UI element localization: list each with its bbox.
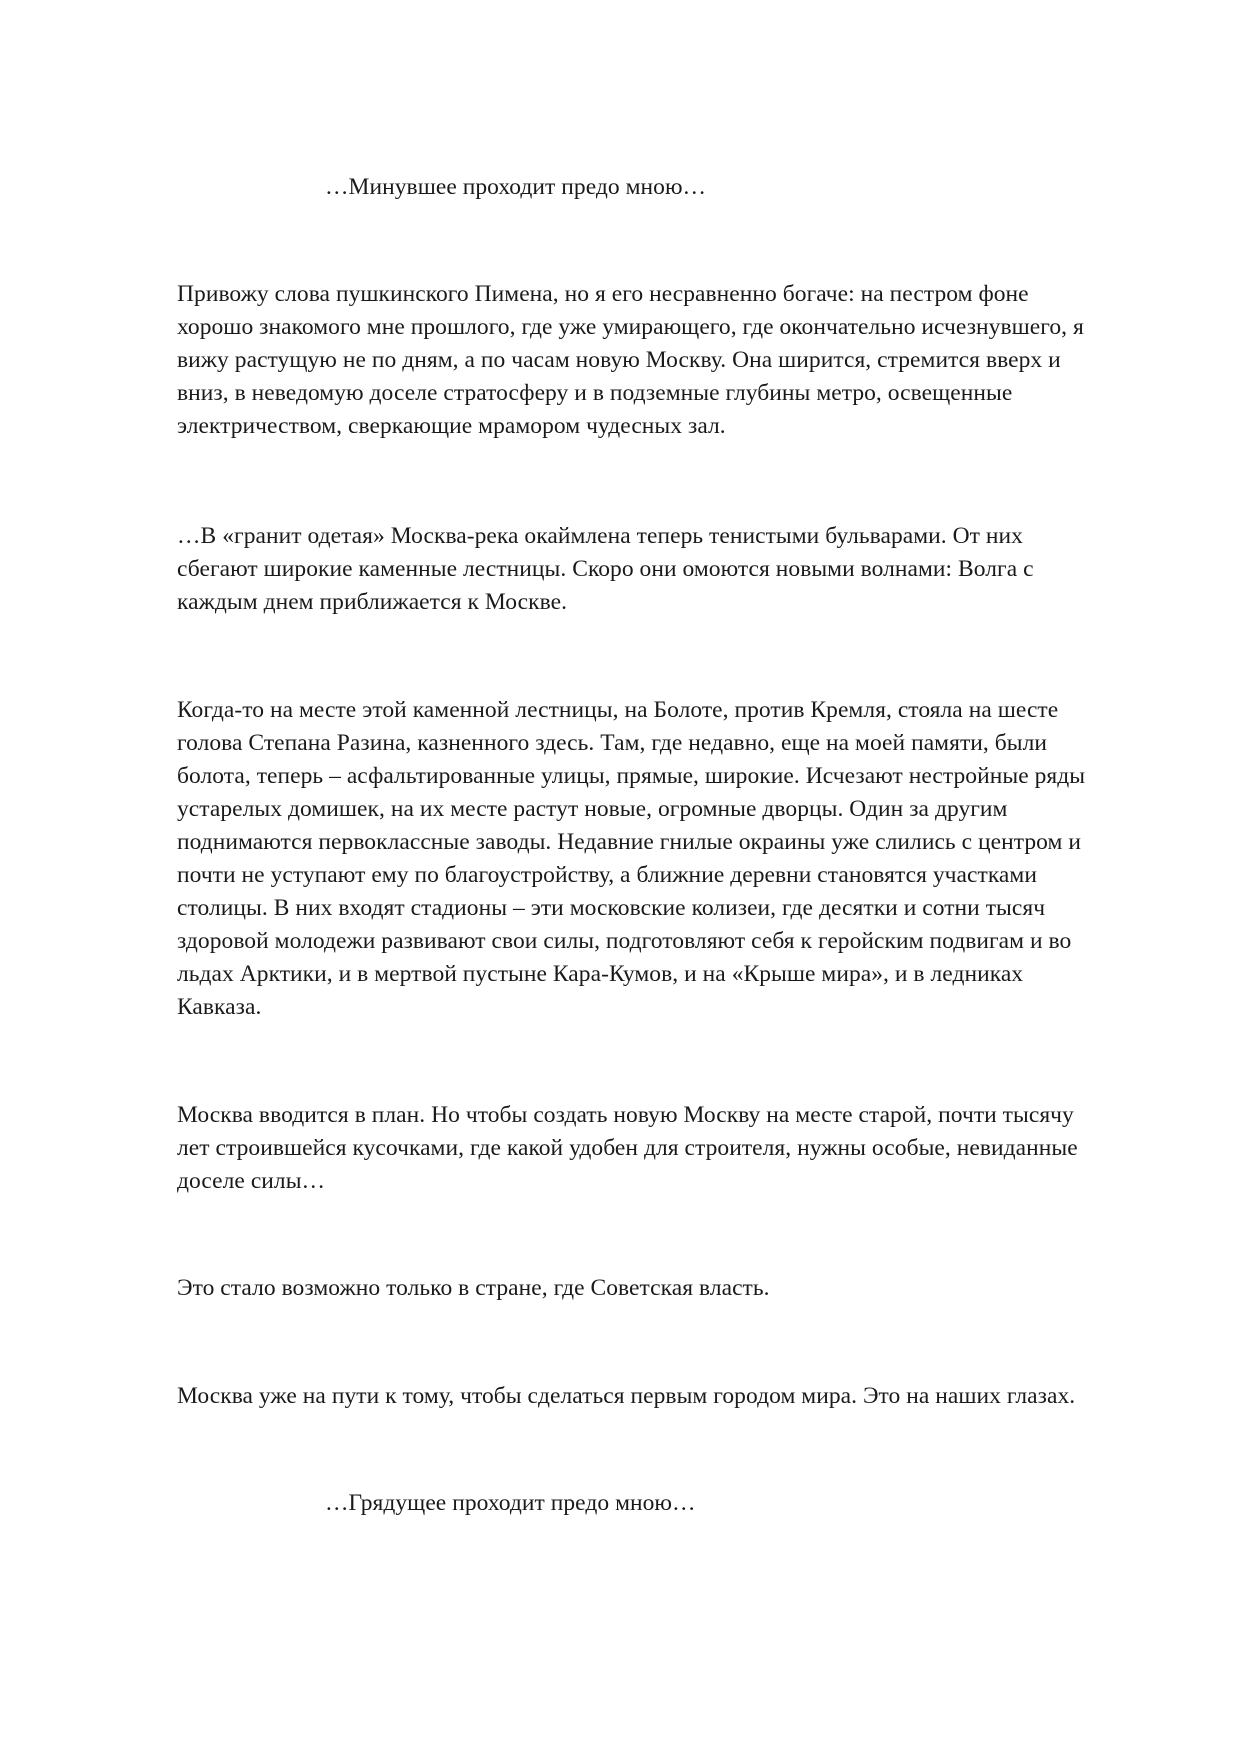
paragraph-line: почти не уступают ему по благоустройству, а ближние деревни становятся участками — [177, 862, 1037, 888]
paragraph-line: хорошо знакомого мне прошлого, где уже умирающего, где окончательно исчезнувшего, я — [177, 314, 1084, 340]
paragraph-line: льдах Арктики, и в мертвой пустыне Кара-Кумов, и на «Крыше мира», и в ледниках — [177, 961, 1024, 987]
paragraph-line: болота, теперь – асфальтированные улицы, прямые, широкие. Исчезают нестройные ряды — [177, 763, 1086, 789]
paragraph-line: здоровой молодежи развивают свои силы, подготовляют себя к геройским подвигам и во — [177, 928, 1072, 954]
paragraph-line: устарелых домишек, на их месте растут новые, огромные дворцы. Один за другим — [177, 796, 1008, 822]
paragraph-line: каждым днем приближается к Москве. — [177, 589, 568, 615]
paragraph-line: Привожу слова пушкинского Пимена, но я его несравненно богаче: на пестром фоне — [177, 281, 1029, 307]
paragraph-line: голова Степана Разина, казненного здесь. Там, где недавно, еще на моей памяти, были — [177, 730, 1048, 756]
paragraph-line: Когда-то на месте этой каменной лестницы, на Болоте, против Кремля, стояла на шесте — [177, 697, 1059, 723]
paragraph-line: столицы. В них входят стадионы – эти московские колизеи, где десятки и сотни тысяч — [177, 895, 1046, 921]
paragraph-line: поднимаются первоклассные заводы. Недавние гнилые окраины уже слились с центром и — [177, 829, 1081, 855]
epigraph-top: …Минувшее проходит предо мною… — [325, 174, 707, 200]
paragraph-line: электричеством, сверкающие мрамором чудесных зал. — [177, 413, 726, 439]
paragraph-line: вижу растущую не по дням, а по часам новую Москву. Она ширится, стремится вверх и — [177, 347, 1061, 373]
paragraph-line: лет строившейся кусочками, где какой удобен для строителя, нужны особые, невиданные — [177, 1135, 1078, 1161]
paragraph-line: …В «гранит одетая» Москва-река окаймлена теперь тенистыми бульварами. От них — [177, 523, 1023, 549]
paragraph-line: сбегают широкие каменные лестницы. Скоро они омоются новыми волнами: Волга с — [177, 556, 1034, 582]
epigraph-bottom: …Грядущее проходит предо мною… — [325, 1490, 696, 1516]
paragraph-line: Москва уже на пути к тому, чтобы сделаться первым городом мира. Это на наших глазах. — [177, 1383, 1076, 1409]
paragraph-line: доселе силы… — [177, 1168, 326, 1194]
paragraph-line: Это стало возможно только в стране, где Советская власть. — [177, 1275, 770, 1301]
paragraph-line: Москва вводится в план. Но чтобы создать новую Москву на месте старой, почти тысячу — [177, 1102, 1074, 1128]
paragraph-line: вниз, в неведомую доселе стратосферу и в подземные глубины метро, освещенные — [177, 380, 1013, 406]
paragraph-line: Кавказа. — [177, 994, 262, 1020]
